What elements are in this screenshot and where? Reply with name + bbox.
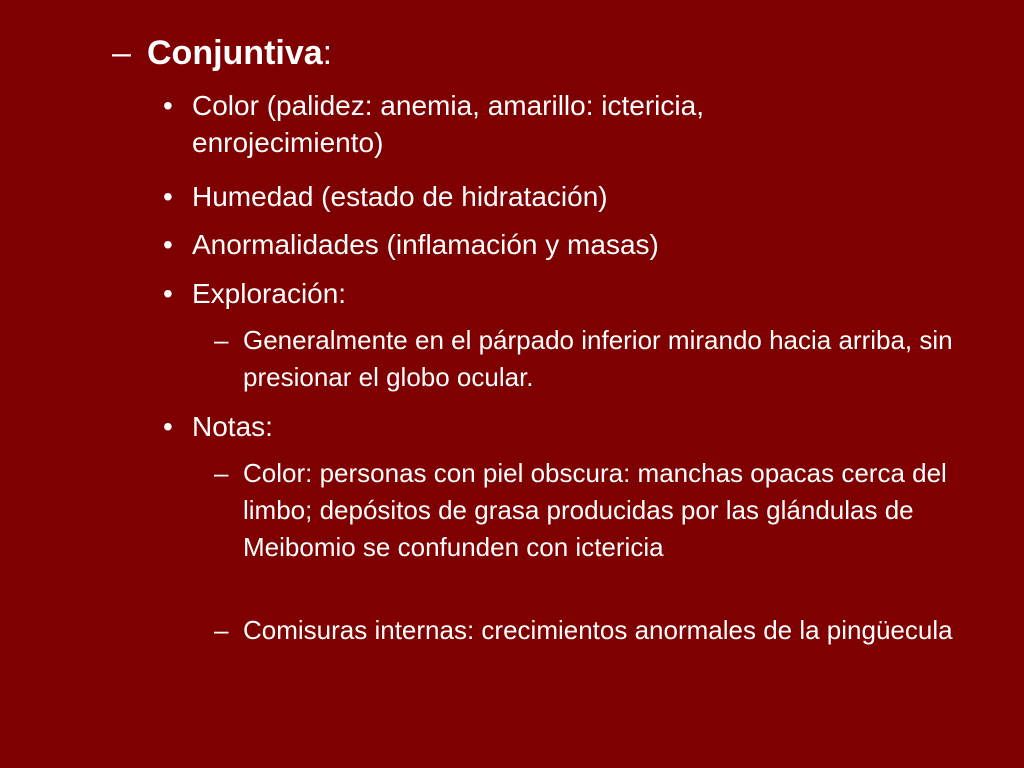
bullet-marker: • [163, 90, 173, 121]
sub-bullet-exploracion-detail [214, 322, 973, 396]
bullet-marker: • [163, 181, 173, 212]
sub-bullet-marker: – [214, 615, 229, 645]
bullet-text: Notas: [192, 411, 273, 442]
bullet-marker: • [163, 229, 173, 260]
bullet-humedad [163, 178, 852, 215]
bullet-marker: • [163, 411, 173, 442]
bullet-exploracion [163, 275, 852, 312]
sub-bullet-marker: – [214, 325, 229, 355]
heading-title [147, 30, 332, 76]
heading-title-text: Conjuntiva [147, 34, 323, 72]
bullet-text: Exploración: [192, 278, 347, 309]
sub-bullet-text: Comisuras internas: crecimientos anormales de la pingüecula [243, 615, 953, 645]
bullet-marker: • [163, 278, 173, 309]
heading-colon: : [322, 34, 333, 72]
heading-dash-marker: – [112, 34, 131, 72]
heading-row [112, 30, 332, 76]
bullet-color [163, 87, 852, 161]
sub-bullet-notas-color [214, 455, 973, 566]
bullet-anormalidades [163, 226, 852, 263]
sub-bullet-text: Color: personas con piel obscura: manchas opacas cerca del limbo; depósitos de grasa producidas por las glándulas de Meibomio se confunden con ictericia [243, 458, 947, 562]
bullet-text: Humedad (estado de hidratación) [192, 181, 608, 212]
bullet-notas [163, 408, 852, 445]
bullet-text: Anormalidades (inflamación y masas) [192, 229, 659, 260]
sub-bullet-text: Generalmente en el párpado inferior mirando hacia arriba, sin presionar el globo ocular. [243, 325, 953, 392]
sub-bullet-notas-comisuras [214, 612, 973, 649]
bullet-text: Color (palidez: anemia, amarillo: ictericia, enrojecimiento) [192, 90, 704, 158]
sub-bullet-marker: – [214, 458, 229, 488]
